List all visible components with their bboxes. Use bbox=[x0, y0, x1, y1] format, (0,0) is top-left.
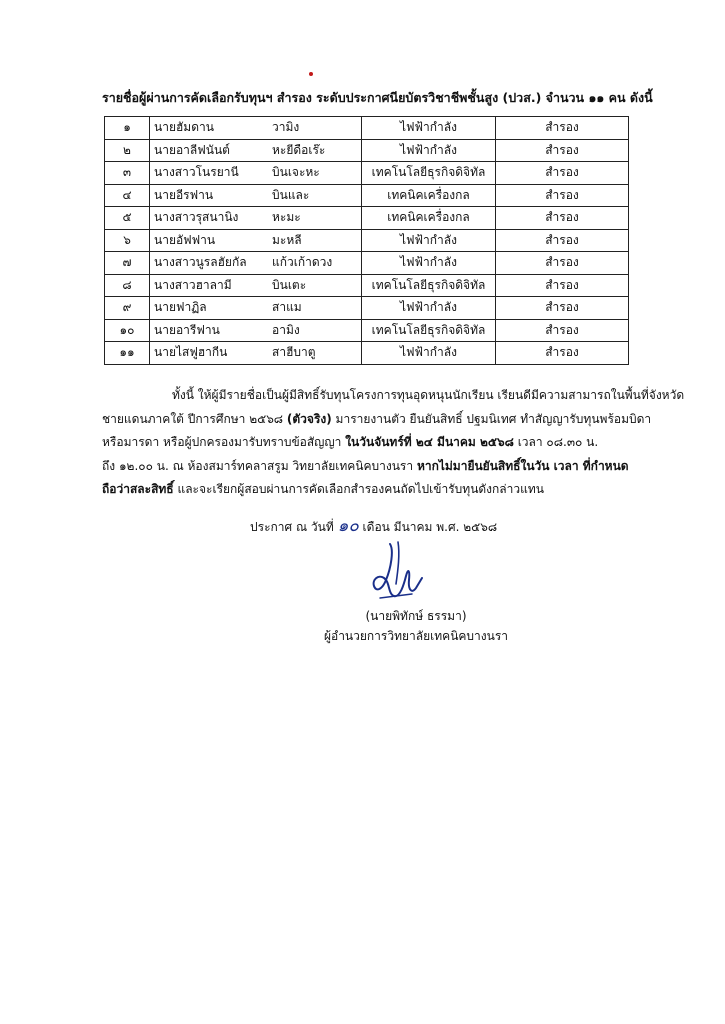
signer-position: ผู้อำนวยการวิทยาลัยเทคนิคบางนรา bbox=[323, 629, 509, 643]
announcement-paragraph bbox=[102, 384, 685, 502]
row-department: เทคโนโลยีธุรกิจดิจิทัล bbox=[362, 319, 496, 342]
row-department: เทคนิคเครื่องกล bbox=[362, 207, 496, 230]
row-status: สำรอง bbox=[496, 319, 629, 342]
row-department: เทคนิคเครื่องกล bbox=[362, 184, 496, 207]
row-department: ไฟฟ้ากำลัง bbox=[362, 117, 496, 140]
last-name: วามิง bbox=[272, 120, 300, 135]
first-name: นางสาวโนรยานี bbox=[154, 165, 239, 180]
row-department: ไฟฟ้ากำลัง bbox=[362, 252, 496, 275]
document-title: รายชื่อผู้ผ่านการคัดเลือกรับทุนฯ สำรอง ระดับประกาศนียบัตรวิชาชีพชั้นสูง (ปวส.) จำนวน ๑๑ คน ดังนี้ bbox=[102, 90, 653, 105]
row-number: ๑๐ bbox=[105, 319, 150, 342]
row-department: ไฟฟ้ากำลัง bbox=[362, 297, 496, 320]
row-number: ๙ bbox=[105, 297, 150, 320]
table-row bbox=[105, 207, 629, 230]
row-status: สำรอง bbox=[496, 162, 629, 185]
table-row bbox=[105, 184, 629, 207]
text-fragment: ถึง ๑๒.๐๐ น. ณ ห้องสมาร์ทคลาสรูม วิทยาลัยเทคนิคบางนรา bbox=[102, 458, 417, 473]
row-status: สำรอง bbox=[496, 229, 629, 252]
bold-fragment: หากไม่มายืนยันสิทธิ์ในวัน เวลา ที่กำหนด bbox=[416, 458, 629, 473]
last-name: หะมะ bbox=[272, 210, 301, 225]
table-row bbox=[105, 229, 629, 252]
row-name bbox=[150, 162, 362, 185]
para-line-5 bbox=[102, 478, 638, 502]
scholarship-table bbox=[104, 116, 629, 365]
last-name: บินและ bbox=[272, 187, 310, 202]
row-number: ๘ bbox=[105, 274, 150, 297]
row-department: ไฟฟ้ากำลัง bbox=[362, 139, 496, 162]
first-name: นายไสฟูฮากีน bbox=[154, 345, 228, 360]
first-name: นายอีรฟาน bbox=[154, 187, 214, 202]
bold-fragment: ในวันจันทร์ที่ ๒๔ มีนาคม ๒๕๖๘ bbox=[345, 435, 514, 449]
row-status: สำรอง bbox=[496, 184, 629, 207]
first-name: นายอาลีฟนันต์ bbox=[154, 142, 230, 157]
table-row bbox=[105, 342, 629, 365]
row-name bbox=[150, 117, 362, 140]
bold-fragment: (ตัวจริง) bbox=[286, 411, 332, 426]
row-status: สำรอง bbox=[496, 117, 629, 140]
signer-block bbox=[316, 606, 516, 646]
text-fragment: มารายงานตัว ยืนยันสิทธิ์ ปฐมนิเทศ ทำสัญญารับทุนพร้อมบิดา bbox=[331, 411, 652, 426]
table-row bbox=[105, 319, 629, 342]
row-name bbox=[150, 229, 362, 252]
table-row bbox=[105, 252, 629, 275]
row-name bbox=[150, 342, 362, 365]
row-name bbox=[150, 274, 362, 297]
text-fragment: ชายแดนภาคใต้ ปีการศึกษา ๒๕๖๘ bbox=[102, 411, 287, 426]
row-number: ๕ bbox=[105, 207, 150, 230]
first-name: นายอัฟฟาน bbox=[154, 232, 216, 247]
last-name: อามิง bbox=[272, 322, 300, 337]
first-name: นายฟาฏิล bbox=[154, 300, 207, 315]
row-name bbox=[150, 139, 362, 162]
row-status: สำรอง bbox=[496, 207, 629, 230]
last-name: สาแม bbox=[272, 300, 302, 315]
row-number: ๖ bbox=[105, 229, 150, 252]
last-name: สาฮีบาตู bbox=[272, 345, 316, 360]
row-department: เทคโนโลยีธุรกิจดิจิทัล bbox=[362, 162, 496, 185]
row-name bbox=[150, 319, 362, 342]
first-name: นายฮัมดาน bbox=[154, 120, 214, 135]
announcement-date bbox=[250, 512, 497, 539]
last-name: บินเตะ bbox=[272, 277, 307, 292]
table-row bbox=[105, 117, 629, 140]
row-number: ๔ bbox=[105, 184, 150, 207]
first-name: นางสาวรุสนานิง bbox=[154, 210, 239, 225]
handwritten-day: ๑๐ bbox=[337, 516, 359, 536]
row-name bbox=[150, 252, 362, 275]
first-name: นางสาวฮาลามี bbox=[154, 277, 232, 292]
row-department: เทคโนโลยีธุรกิจดิจิทัล bbox=[362, 274, 496, 297]
row-name bbox=[150, 297, 362, 320]
para-line-1: ทั้งนี้ ให้ผู้มีรายชื่อเป็นผู้มีสิทธิ์รับทุนโครงการทุนอุดหนุนนักเรียน เรียนดีมีความสามารถในพื้นที่จังหวัด bbox=[172, 388, 685, 402]
signer-name: (นายพิทักษ์ ธรรมา) bbox=[365, 609, 467, 623]
last-name: หะยีดือเร๊ะ bbox=[272, 142, 326, 157]
table-row bbox=[105, 139, 629, 162]
row-number: ๑๑ bbox=[105, 342, 150, 365]
row-status: สำรอง bbox=[496, 139, 629, 162]
row-status: สำรอง bbox=[496, 342, 629, 365]
red-mark bbox=[309, 72, 313, 76]
row-number: ๓ bbox=[105, 162, 150, 185]
table-row bbox=[105, 274, 629, 297]
date-suffix: เดือน มีนาคม พ.ศ. ๒๕๖๘ bbox=[358, 520, 498, 534]
text-fragment: และจะเรียกผู้สอบผ่านการคัดเลือกสำรองคนถัดไปเข้ารับทุนดังกล่าวแทน bbox=[173, 482, 544, 496]
last-name: บินเจะหะ bbox=[272, 165, 320, 180]
para-line-2 bbox=[102, 408, 652, 432]
text-fragment: เวลา ๐๘.๓๐ น. bbox=[513, 435, 599, 449]
first-name: นางสาวนูรลฮัยกัล bbox=[154, 255, 247, 270]
signature-image bbox=[360, 540, 430, 602]
table-body bbox=[105, 117, 629, 365]
table-row bbox=[105, 162, 629, 185]
date-prefix: ประกาศ ณ วันที่ bbox=[250, 520, 338, 534]
row-department: ไฟฟ้ากำลัง bbox=[362, 342, 496, 365]
row-status: สำรอง bbox=[496, 252, 629, 275]
row-number: ๒ bbox=[105, 139, 150, 162]
bold-fragment: ถือว่าสละสิทธิ์ bbox=[102, 482, 174, 496]
row-status: สำรอง bbox=[496, 274, 629, 297]
row-name bbox=[150, 184, 362, 207]
row-number: ๗ bbox=[105, 252, 150, 275]
last-name: แก้วเก้าดวง bbox=[272, 255, 333, 270]
first-name: นายอารีฟาน bbox=[154, 322, 220, 337]
text-fragment: หรือมารดา หรือผู้ปกครองมารับทราบข้อสัญญา bbox=[102, 435, 346, 449]
table-row bbox=[105, 297, 629, 320]
para-line-3 bbox=[102, 431, 638, 455]
row-name bbox=[150, 207, 362, 230]
para-line-4 bbox=[102, 455, 638, 479]
last-name: มะหลี bbox=[272, 232, 302, 247]
row-department: ไฟฟ้ากำลัง bbox=[362, 229, 496, 252]
row-status: สำรอง bbox=[496, 297, 629, 320]
row-number: ๑ bbox=[105, 117, 150, 140]
